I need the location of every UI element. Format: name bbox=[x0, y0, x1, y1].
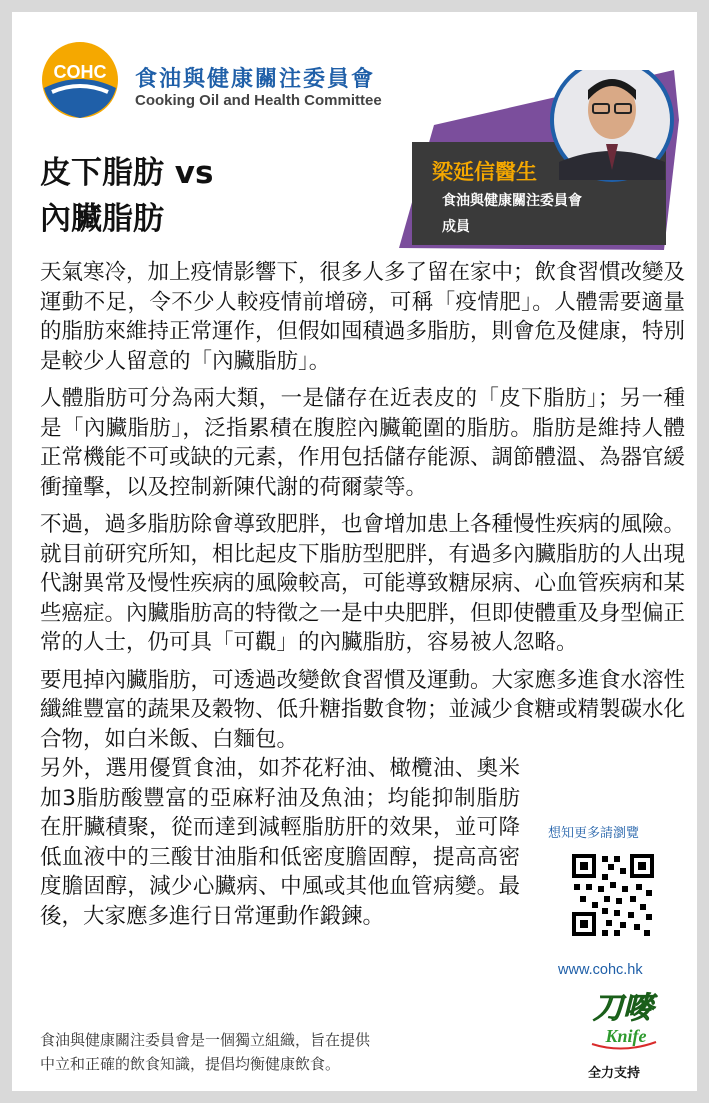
author-role bbox=[442, 188, 582, 240]
brand-en: Knife bbox=[605, 1026, 647, 1046]
title-line-1: 皮下脂肪 vs bbox=[40, 155, 214, 191]
paragraph-4-part-2: 另外，選用優質食油，如芥花籽油、橄欖油、奧米加3脂肪酸豐富的亞麻籽油及魚油；均能抑制脂肪在肝臟積聚，從而達到減輕脂肪肝的效果，並可降低血液中的三酸甘油脂和低密度膽固醇，提高高密度膽固醇，減少心臟病、中風或其他血管病變。最後，大家應多進行日常運動作鍛鍊。 bbox=[40, 756, 520, 929]
brand-zh: 刀嘜 bbox=[593, 991, 653, 1026]
footer-line-2: 中立和正確的飲食知識，提倡均衡健康飲食。 bbox=[40, 1055, 341, 1073]
paragraph-3: 不過，過多脂肪除會導致肥胖，也會增加患上各種慢性疾病的風險。就目前研究所知，相比起皮下脂肪型肥胖，有過多內臟脂肪的人出現代謝異常及慢性疾病的風險較高，可能導致糖尿病、心血管疾病和某些癌症。內臟脂肪高的特徵之一是中央肥胖，但即使體重及身型偏正常的人士，仍可具「可觀」的內臟脂肪，容易被人忽略。 bbox=[40, 512, 686, 655]
paragraph-4-part-1: 要甩掉內臟脂肪，可透過改變飲食習慣及運動。大家應多進食水溶性纖維豐富的蔬果及穀物、低升糖指數食物；並減少食糖或精製碳水化合物，如白米飯、白麵包。 bbox=[40, 667, 686, 752]
doctor-portrait-icon bbox=[550, 70, 674, 182]
org-name-zh: 食油與健康關注委員會 bbox=[135, 67, 376, 92]
author-panel bbox=[394, 70, 694, 250]
author-role-line-2: 成員 bbox=[442, 219, 470, 235]
org-name-en: Cooking Oil and Health Committee bbox=[135, 92, 382, 109]
article-title bbox=[40, 150, 213, 242]
website-link[interactable]: www.cohc.hk bbox=[558, 962, 643, 978]
support-label: 全力支持 bbox=[588, 1066, 641, 1081]
footer-line-1: 食油與健康關注委員會是一個獨立組織，旨在提供 bbox=[40, 1031, 371, 1049]
paragraph-2: 人體脂肪可分為兩大類，一是儲存在近表皮的「皮下脂肪」；另一種是「內臟脂肪」，泛指累積在腹腔內臟範圍的脂肪。脂肪是維持人體正常機能不可或缺的元素，作用包括儲存能源、調節體溫、為器官緩衝撞擊，以及控制新陳代謝的荷爾蒙等。 bbox=[40, 386, 686, 500]
title-line-2: 內臟脂肪 bbox=[40, 201, 164, 237]
qr-code-icon[interactable] bbox=[570, 852, 656, 942]
paragraph-1: 天氣寒冷，加上疫情影響下，很多人多了留在家中；飲食習慣改變及運動不足，令不少人較疫情前增磅，可稱「疫情肥」。人體需要適量的脂肪來維持正常運作，但假如囤積過多脂肪，則會危及健康，特別是較少人留意的「內臟脂肪」。 bbox=[40, 260, 686, 374]
footer-note bbox=[40, 1028, 510, 1076]
author-role-line-1: 食油與健康關注委員會 bbox=[442, 193, 582, 209]
more-info-label: 想知更多請瀏覽 bbox=[548, 826, 640, 841]
cohc-logo-icon bbox=[40, 40, 120, 120]
knife-brand-logo-icon bbox=[578, 984, 668, 1058]
logo-text: COHC bbox=[53, 62, 107, 82]
article-card bbox=[12, 12, 697, 1091]
author-name: 梁延信醫生 bbox=[432, 160, 537, 184]
